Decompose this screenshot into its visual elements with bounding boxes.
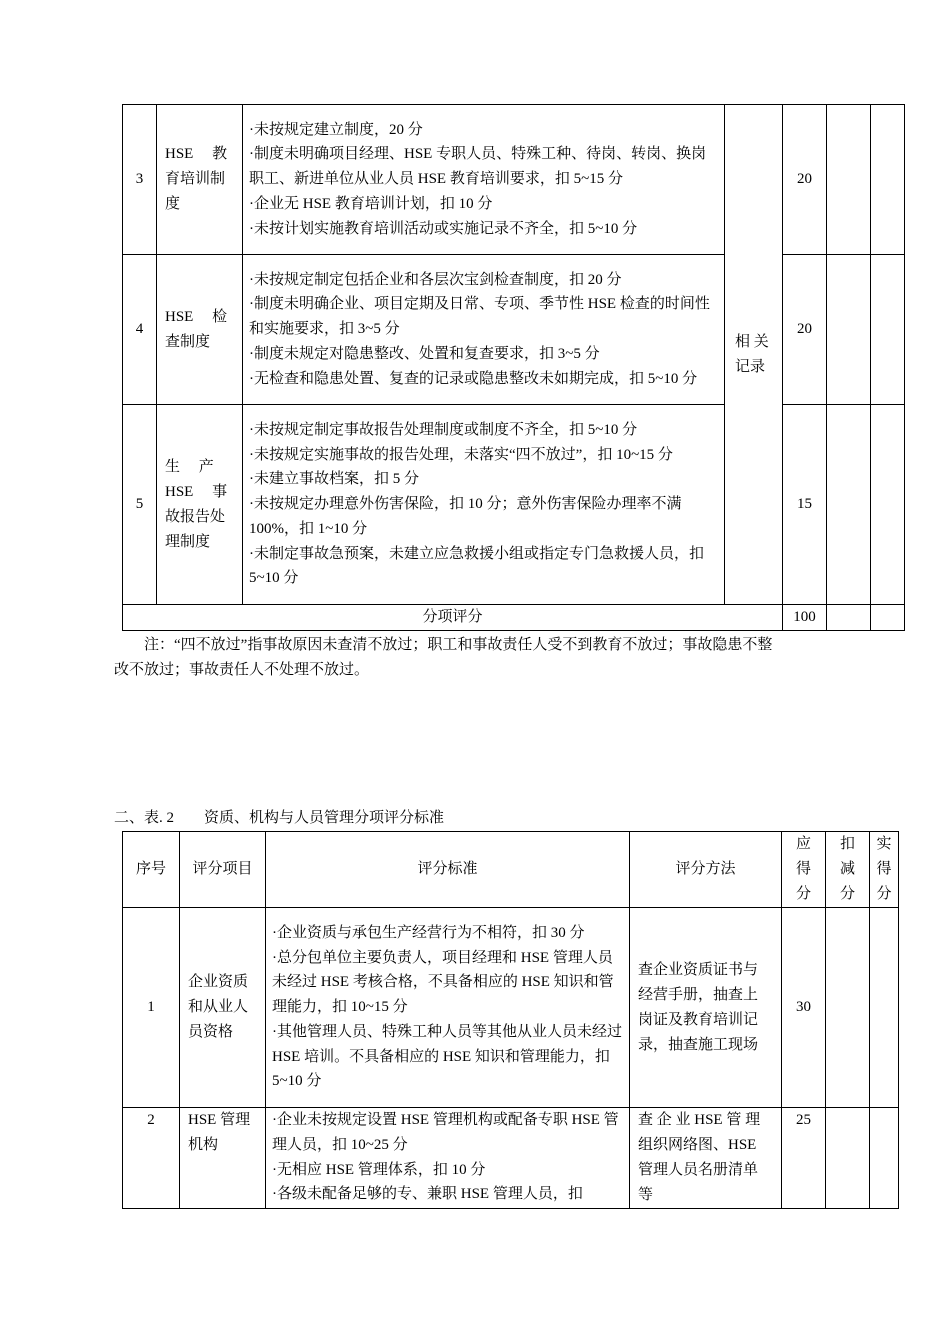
table2-caption: 二、表. 2 资质、机构与人员管理分项评分标准 bbox=[114, 810, 445, 826]
table-row bbox=[123, 105, 905, 255]
actual-cell bbox=[871, 605, 905, 631]
subtotal-label: 分项评分 bbox=[123, 605, 783, 631]
deduct-cell bbox=[827, 605, 871, 631]
subtotal-score: 100 bbox=[783, 605, 827, 631]
header-item: 评分项目 bbox=[180, 832, 266, 908]
item-name: HSE 检 查制度 bbox=[157, 255, 243, 405]
row-number: 5 bbox=[123, 405, 157, 605]
method-cell: 查企业资质证书与 经营手册，抽查上 岗证及教育培训记 录，抽查施工现场 bbox=[630, 908, 782, 1108]
actual-cell bbox=[871, 405, 905, 605]
row-number: 2 bbox=[123, 1108, 180, 1209]
actual-cell bbox=[870, 908, 899, 1108]
criteria-cell: ·企业未按规定设置 HSE 管理机构或配备专职 HSE 管理人员，扣 10~25 分 ·无相应 HSE 管理体系，扣 10 分 ·各级未配备足够的专、兼职 HSE 管理人员，扣 bbox=[266, 1108, 630, 1209]
score-cell: 20 bbox=[783, 105, 827, 255]
header-deduct: 扣 减 分 bbox=[826, 832, 870, 908]
criteria-cell: ·企业资质与承包生产经营行为不相符，扣 30 分 ·总分包单位主要负责人，项目经理和 HSE 管理人员未经过 HSE 考核合格，不具备相应的 HSE 知识和管理能力，扣 10~15 分 ·其他管理人员、特殊工种人员等其他从业人员未经过 HSE 培训。不具备相应的 HSE 知识和管理能力，扣 5~10 分 bbox=[266, 908, 630, 1108]
hse-system-score-table bbox=[122, 104, 905, 631]
score-cell: 20 bbox=[783, 255, 827, 405]
item-name: 企业资质 和从业人 员资格 bbox=[180, 908, 266, 1108]
header-no: 序号 bbox=[123, 832, 180, 908]
actual-cell bbox=[871, 105, 905, 255]
table-row bbox=[123, 255, 905, 405]
actual-cell bbox=[870, 1108, 899, 1209]
table-row bbox=[123, 405, 905, 605]
criteria-cell: ·未按规定制定包括企业和各层次宝剑检查制度，扣 20 分 ·制度未明确企业、项目定期及日常、专项、季节性 HSE 检查的时间性和实施要求，扣 3~5 分 ·制度未规定对隐患整改、处置和复查要求，扣 3~5 分 ·无检查和隐患处置、复查的记录或隐患整改未如期完成，扣 5~10 分 bbox=[243, 255, 725, 405]
header-row bbox=[123, 832, 899, 908]
score-cell: 15 bbox=[783, 405, 827, 605]
header-should-score: 应 得 分 bbox=[782, 832, 826, 908]
deduct-cell bbox=[827, 105, 871, 255]
table-note: 注：“四不放过”指事故原因未查清不放过；职工和事故责任人受不到教育不放过；事故隐患不整 改不放过；事故责任人不处理不放过。 bbox=[114, 637, 773, 678]
header-method: 评分方法 bbox=[630, 832, 782, 908]
deduct-cell bbox=[827, 405, 871, 605]
item-name: 生 产 HSE 事 故报告处 理制度 bbox=[157, 405, 243, 605]
method-cell: 相 关 记录 bbox=[725, 105, 783, 605]
header-criteria: 评分标准 bbox=[266, 832, 630, 908]
item-name: HSE 教 育培训制 度 bbox=[157, 105, 243, 255]
row-number: 1 bbox=[123, 908, 180, 1108]
criteria-cell: ·未按规定建立制度，20 分 ·制度未明确项目经理、HSE 专职人员、特殊工种、待岗、转岗、换岗职工、新进单位从业人员 HSE 教育培训要求，扣 5~15 分 ·企业无 HSE 教育培训计划，扣 10 分 ·未按计划实施教育培训活动或实施记录不齐全，扣 5~10 分 bbox=[243, 105, 725, 255]
qualification-score-table bbox=[122, 831, 899, 1209]
score-cell: 25 bbox=[782, 1108, 826, 1209]
deduct-cell bbox=[826, 1108, 870, 1209]
deduct-cell bbox=[827, 255, 871, 405]
row-number: 3 bbox=[123, 105, 157, 255]
row-number: 4 bbox=[123, 255, 157, 405]
item-name: HSE 管理 机构 bbox=[180, 1108, 266, 1209]
table-row bbox=[123, 908, 899, 1108]
header-actual: 实 得 分 bbox=[870, 832, 899, 908]
deduct-cell bbox=[826, 908, 870, 1108]
method-cell: 查 企 业 HSE 管 理 组织网络图、HSE 管理人员名册清单 等 bbox=[630, 1108, 782, 1209]
actual-cell bbox=[871, 255, 905, 405]
score-cell: 30 bbox=[782, 908, 826, 1108]
criteria-cell: ·未按规定制定事故报告处理制度或制度不齐全，扣 5~10 分 ·未按规定实施事故的报告处理，未落实“四不放过”，扣 10~15 分 ·未建立事故档案，扣 5 分 ·未按规定办理意外伤害保险，扣 10 分；意外伤害保险办理率不满 100%，扣 1~10 分 ·未制定事故急预案，未建立应急救援小组或指定专门急救援人员，扣 5~10 分 bbox=[243, 405, 725, 605]
subtotal-row bbox=[123, 605, 905, 631]
table-row bbox=[123, 1108, 899, 1209]
